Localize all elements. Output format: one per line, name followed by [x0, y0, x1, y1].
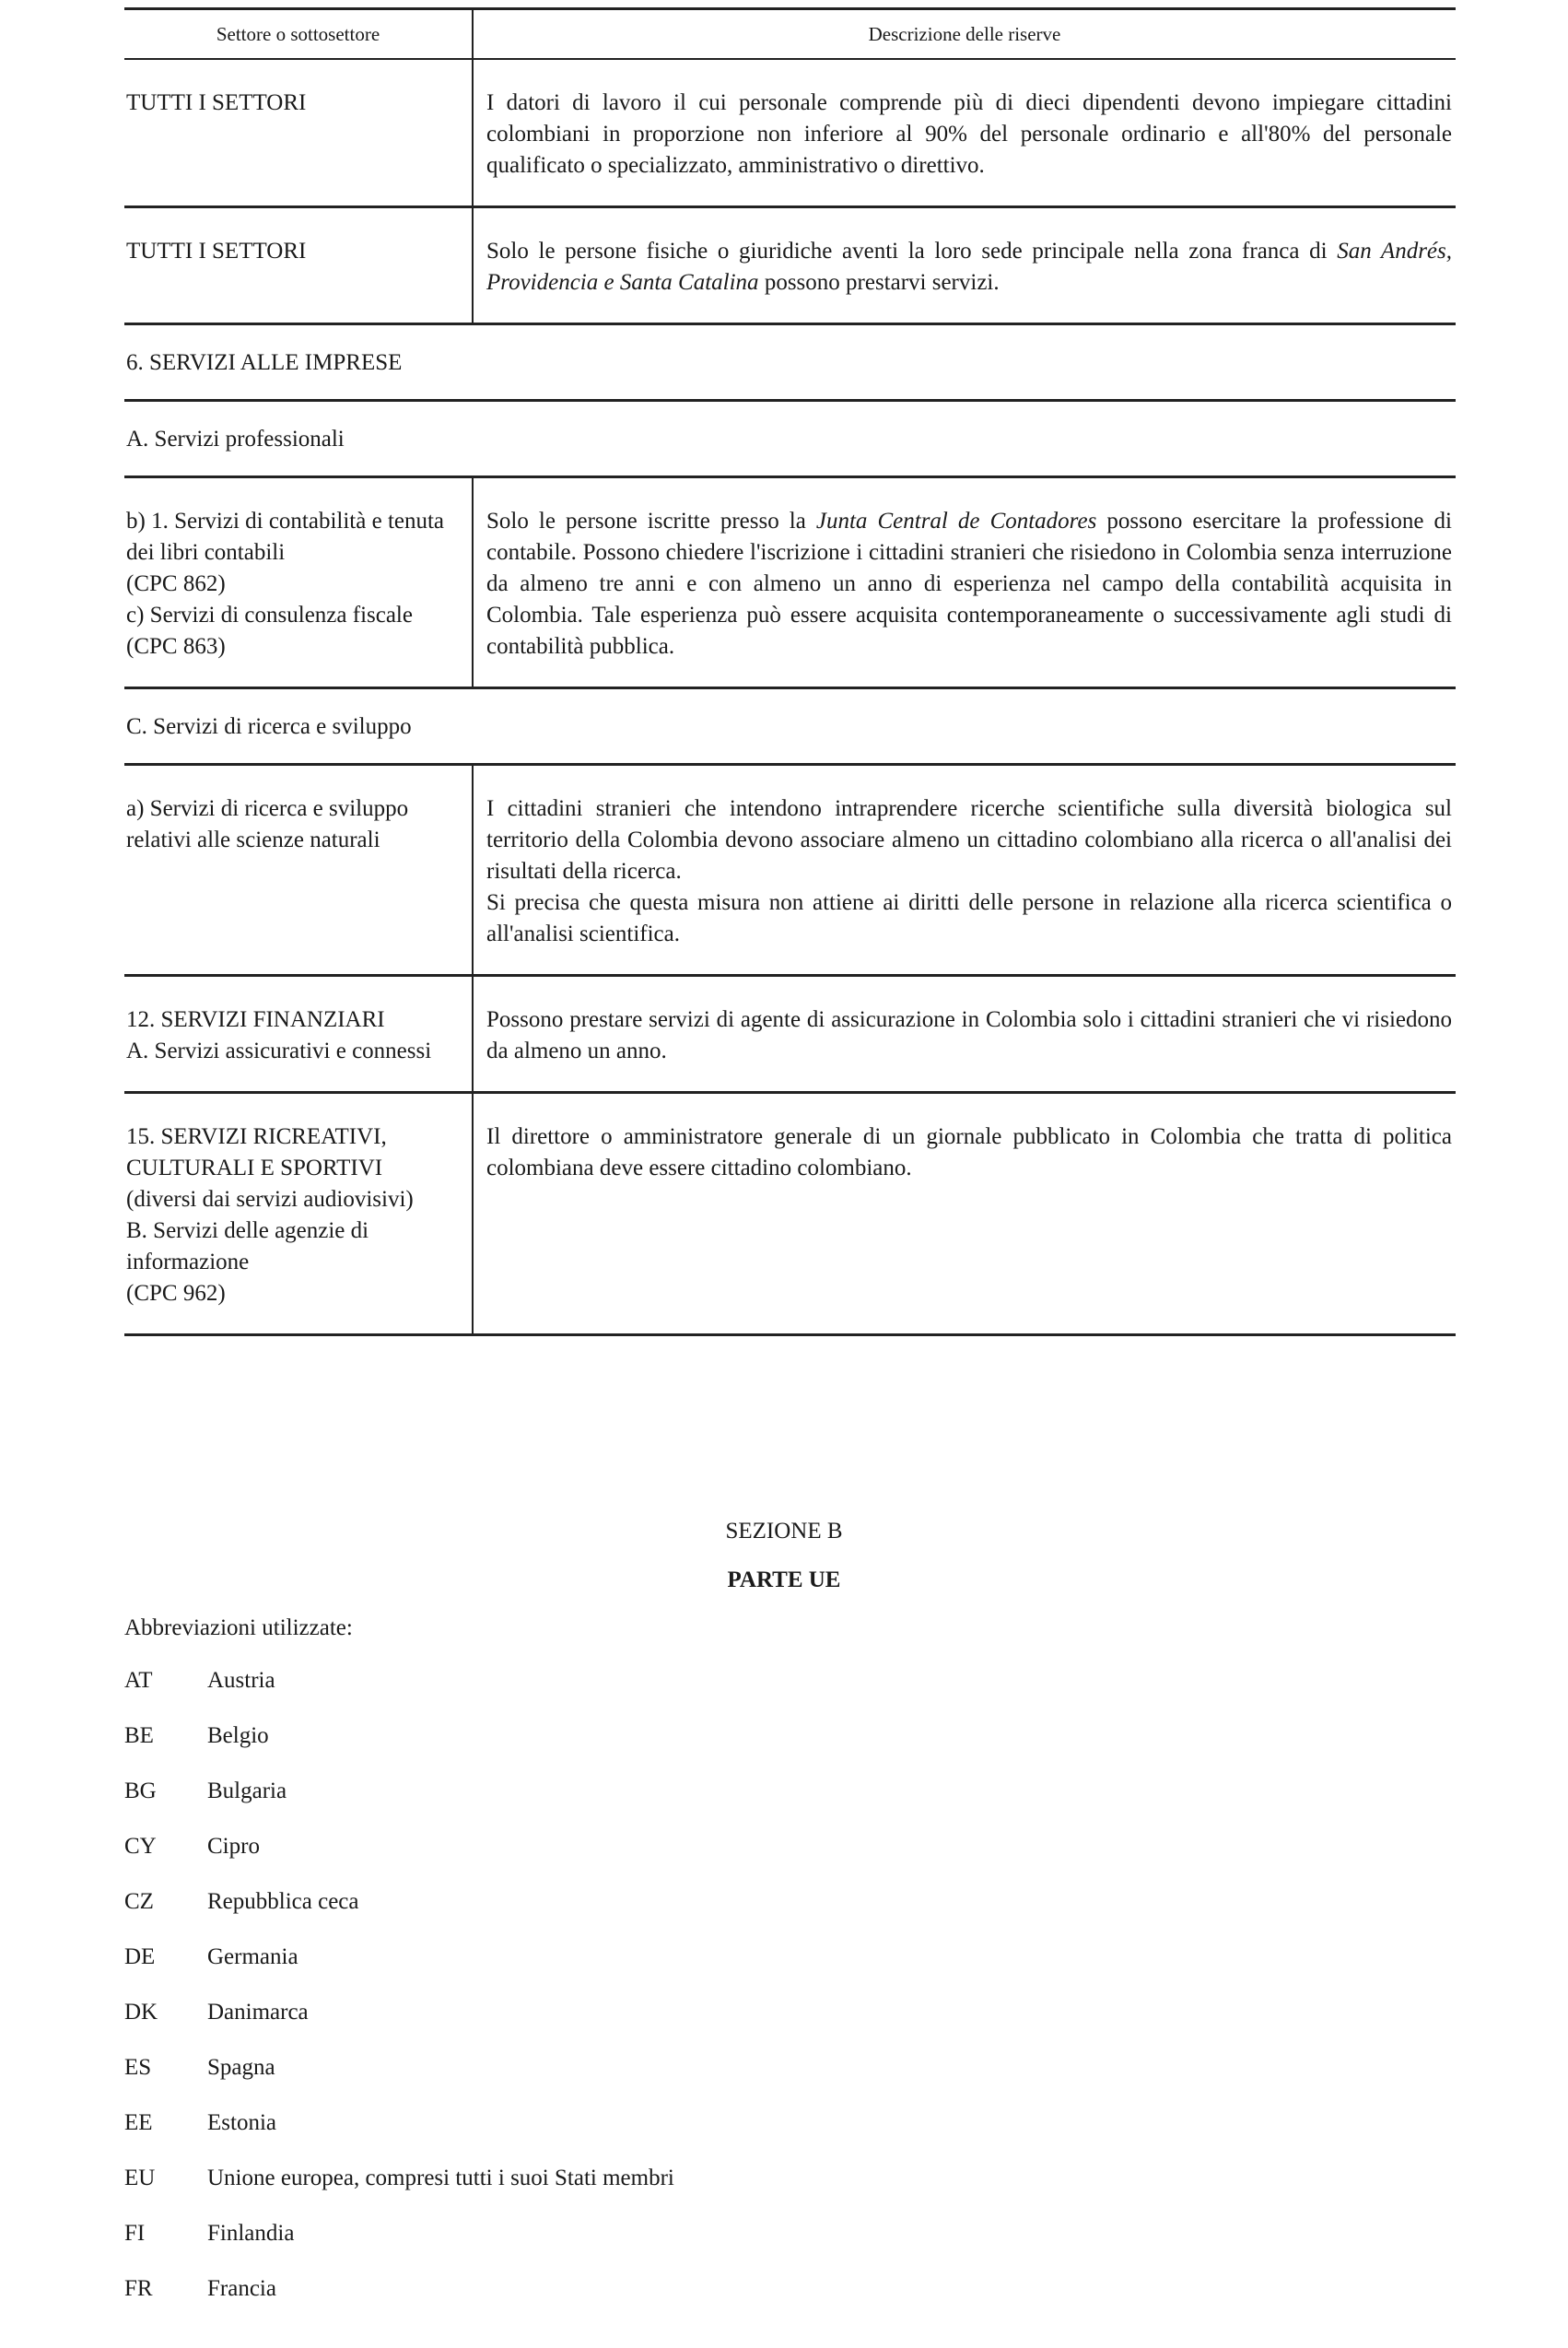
table-row — [124, 477, 1456, 688]
abbr-name: Estonia — [207, 2110, 276, 2135]
section-heading: 6. SERVIZI ALLE IMPRESE — [124, 324, 1456, 401]
abbr-code: FR — [124, 2276, 153, 2301]
abbr-name: Repubblica ceca — [207, 1889, 359, 1914]
abbr-code: AT — [124, 1668, 153, 1693]
reservations-table — [124, 7, 1456, 1336]
row-sector: TUTTI I SETTORI — [124, 59, 473, 207]
abbr-name: Austria — [207, 1668, 275, 1693]
abbr-name: Spagna — [207, 2055, 275, 2080]
abbr-code: BG — [124, 1779, 157, 1803]
row-description: Possono prestare servizi di agente di assicurazione in Colombia solo i cittadini stranieri che vi risiedono da almeno un anno. — [473, 976, 1456, 1093]
abbreviations-title: Abbreviazioni utilizzate: — [124, 1615, 353, 1640]
table-header — [124, 9, 1456, 60]
abbr-code: DE — [124, 1944, 156, 1969]
list-item — [124, 2053, 674, 2108]
header-sector: Settore o sottosettore — [124, 9, 473, 60]
table-row — [124, 59, 1456, 207]
row-sector: b) 1. Servizi di contabilità e tenuta dei libri contabili (CPC 862) c) Servizi di consulenza fiscale (CPC 863) — [124, 477, 473, 688]
abbr-code: EU — [124, 2166, 156, 2190]
row-sector: a) Servizi di ricerca e sviluppo relativi alle scienze naturali — [124, 765, 473, 976]
abbr-name: Danimarca — [207, 2000, 309, 2025]
table-bottom-rule — [124, 1333, 1456, 1336]
abbr-code: EE — [124, 2110, 153, 2135]
list-item — [124, 2108, 674, 2164]
table-row — [124, 765, 1456, 976]
list-item — [124, 1943, 674, 1998]
abbr-name: Bulgaria — [207, 1779, 287, 1803]
abbr-code: FI — [124, 2221, 146, 2246]
abbr-name: Germania — [207, 1944, 298, 1969]
abbr-name: Finlandia — [207, 2221, 295, 2246]
row-description: I datori di lavoro il cui personale comprende più di dieci dipendenti devono impiegare cittadini colombiani in proporzione non inferiore al 90% del personale ordinario e all'80% del personale qualificato o specializzato, amministrativo o direttivo. — [486, 90, 1452, 178]
list-item — [124, 1721, 674, 1777]
table-row — [124, 207, 1456, 324]
section-title: SEZIONE B — [725, 1519, 843, 1544]
table-row — [124, 976, 1456, 1093]
row-description: Solo le persone fisiche o giuridiche aventi la loro sede principale nella zona franca di San Andrés, Providencia e Santa Catalina possono prestarvi servizi. — [473, 207, 1456, 324]
section-subtitle: PARTE UE — [727, 1567, 841, 1592]
abbr-code: DK — [124, 2000, 158, 2025]
row-sector: TUTTI I SETTORI — [124, 207, 473, 324]
subsection-heading: A. Servizi professionali — [124, 401, 1456, 477]
abbr-code: BE — [124, 1723, 154, 1748]
list-item — [124, 1832, 674, 1887]
abbr-name: Cipro — [207, 1834, 260, 1859]
row-sector: 15. SERVIZI RICREATIVI, CULTURALI E SPORTIVI (diversi dai servizi audiovisivi) B. Servizi delle agenzie di informazione (CPC 962) — [124, 1093, 473, 1334]
row-description: I cittadini stranieri che intendono intraprendere ricerche scientifiche sulla diversità biologica sul territorio della Colombia devono associare almeno un cittadino colombiano alla ricerca o all'analisi dei risultati della ricerca. Si precisa che questa misura non attiene ai diritti delle persone in relazione alla ricerca scientifica o all'analisi scientifica. — [473, 765, 1456, 976]
abbreviations-list — [124, 1666, 674, 2330]
row-description: Il direttore o amministratore generale di un giornale pubblicato in Colombia che tratta di politica colombiana deve essere cittadino colombiano. — [473, 1093, 1456, 1334]
abbr-code: CZ — [124, 1889, 154, 1914]
abbr-code: ES — [124, 2055, 152, 2080]
list-item — [124, 2274, 674, 2330]
table-row — [124, 1093, 1456, 1334]
abbr-code: CY — [124, 1834, 157, 1859]
row-description: Solo le persone iscritte presso la Junta Central de Contadores possono esercitare la professione di contabile. Possono chiedere l'iscrizione i cittadini stranieri che risiedono in Colombia senza interruzione da almeno tre anni e con almeno un anno di esperienza nel campo della contabilità acquisita in Colombia. Tale esperienza può essere acquisita contemporaneamente o successivamente agli studi di contabilità pubblica. — [473, 477, 1456, 688]
list-item — [124, 1998, 674, 2053]
list-item — [124, 2164, 674, 2219]
abbr-name: Unione europea, compresi tutti i suoi Stati membri — [207, 2166, 674, 2190]
row-sector: 12. SERVIZI FINANZIARI A. Servizi assicurativi e connessi — [124, 976, 473, 1093]
subsection-heading: C. Servizi di ricerca e sviluppo — [124, 688, 1456, 765]
list-item — [124, 1777, 674, 1832]
abbr-name: Belgio — [207, 1723, 269, 1748]
list-item — [124, 1887, 674, 1943]
header-description: Descrizione delle riserve — [473, 9, 1456, 60]
list-item — [124, 2219, 674, 2274]
list-item — [124, 1666, 674, 1721]
abbr-name: Francia — [207, 2276, 276, 2301]
